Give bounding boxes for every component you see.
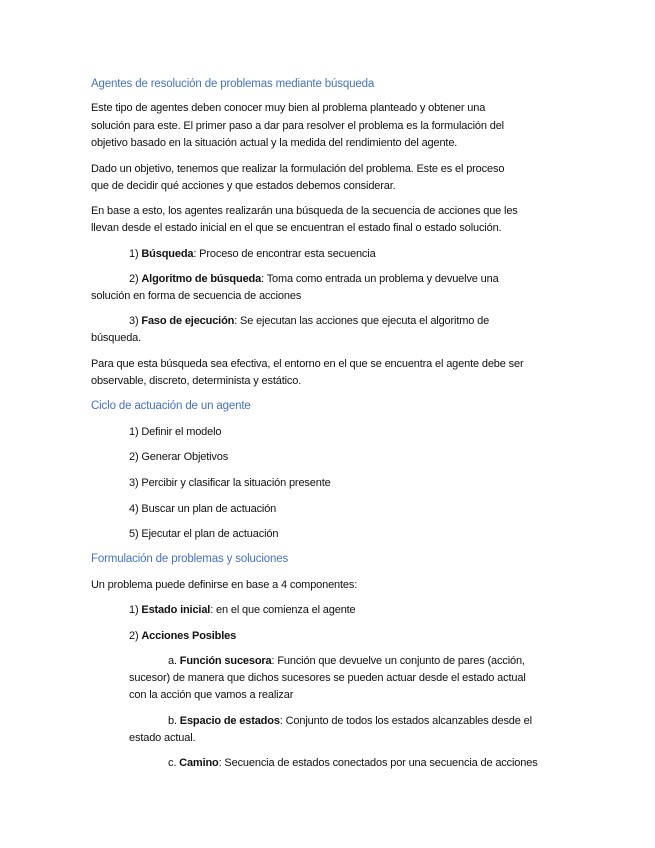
list-term: Algoritmo de búsqueda [141, 273, 262, 285]
paragraph-line: llevan desde el estado inicial en el que se encuentran el estado final o estado solución. [91, 222, 502, 234]
list-number: 3) [129, 315, 139, 327]
list-term: Faso de ejecución [141, 315, 235, 327]
list-item: 2) Generar Objetivos [129, 451, 229, 463]
list-term: Espacio de estados [179, 715, 280, 727]
list-item-continuation: búsqueda. [91, 332, 142, 344]
list-text: : en el que comienza el agente [210, 604, 356, 616]
sublist-continuation: estado actual. [129, 732, 196, 744]
sublist-item-espacio-estados [168, 713, 532, 729]
list-number: 2) [129, 630, 139, 642]
list-letter: b. [168, 715, 177, 727]
list-term: Acciones Posibles [141, 630, 237, 642]
paragraph-line: Un problema puede definirse en base a 4 componentes: [91, 579, 358, 591]
list-text: : Se ejecutan las acciones que ejecuta el algoritmo de [234, 315, 490, 327]
list-text: : Toma como entrada un problema y devuelve una [261, 273, 499, 285]
list-term: Búsqueda [141, 248, 194, 260]
list-text: : Función que devuelve un conjunto de pares (acción, [271, 655, 525, 667]
sublist-continuation: sucesor) de manera que dichos sucesores se pueden actuar desde el estado actual [129, 672, 526, 684]
list-item: 5) Ejecutar el plan de actuación [129, 528, 279, 540]
list-item-estado-inicial [129, 602, 356, 618]
paragraph-line: que de decidir qué acciones y que estados debemos considerar. [91, 180, 396, 192]
list-item-ejecucion [129, 313, 489, 329]
list-number: 1) [129, 248, 139, 260]
paragraph-line: Este tipo de agentes deben conocer muy bien al problema planteado y obtener una [91, 102, 486, 114]
paragraph-line: En base a esto, los agentes realizarán una búsqueda de la secuencia de acciones que les [91, 205, 518, 217]
list-item-acciones-posibles [129, 628, 236, 644]
sublist-item-funcion-sucesora [168, 653, 525, 669]
list-item: 4) Buscar un plan de actuación [129, 503, 277, 515]
list-letter: a. [168, 655, 177, 667]
list-item-busqueda [129, 246, 376, 262]
paragraph-line: solución para este. El primer paso a dar para resolver el problema es la formulación del [91, 120, 504, 132]
list-item-algoritmo [129, 271, 499, 287]
list-text: : Proceso de encontrar esta secuencia [193, 248, 376, 260]
paragraph-line: observable, discreto, determinista y estático. [91, 375, 302, 387]
list-text: : Secuencia de estados conectados por una secuencia de acciones [218, 757, 538, 769]
heading-agentes-busqueda: Agentes de resolución de problemas mediante búsqueda [91, 78, 375, 90]
list-text: : Conjunto de todos los estados alcanzables desde el [279, 715, 532, 727]
list-number: 1) [129, 604, 139, 616]
heading-ciclo-actuacion: Ciclo de actuación de un agente [91, 400, 251, 412]
list-item-continuation: solución en forma de secuencia de acciones [91, 290, 302, 302]
sublist-item-camino [168, 755, 538, 771]
list-term: Estado inicial [141, 604, 211, 616]
list-term: Función sucesora [179, 655, 272, 667]
list-item: 3) Percibir y clasificar la situación presente [129, 477, 331, 489]
list-term: Camino [179, 757, 219, 769]
list-number: 2) [129, 273, 139, 285]
paragraph-line: Para que esta búsqueda sea efectiva, el entorno en el que se encuentra el agente debe ser [91, 358, 524, 370]
paragraph-line: objetivo basado en la situación actual y la medida del rendimiento del agente. [91, 137, 458, 149]
heading-formulacion-problemas: Formulación de problemas y soluciones [91, 553, 289, 565]
list-item: 1) Definir el modelo [129, 426, 222, 438]
list-letter: c. [168, 757, 177, 769]
paragraph-line: Dado un objetivo, tenemos que realizar la formulación del problema. Este es el proceso [91, 163, 505, 175]
sublist-continuation: con la acción que vamos a realizar [129, 689, 294, 701]
